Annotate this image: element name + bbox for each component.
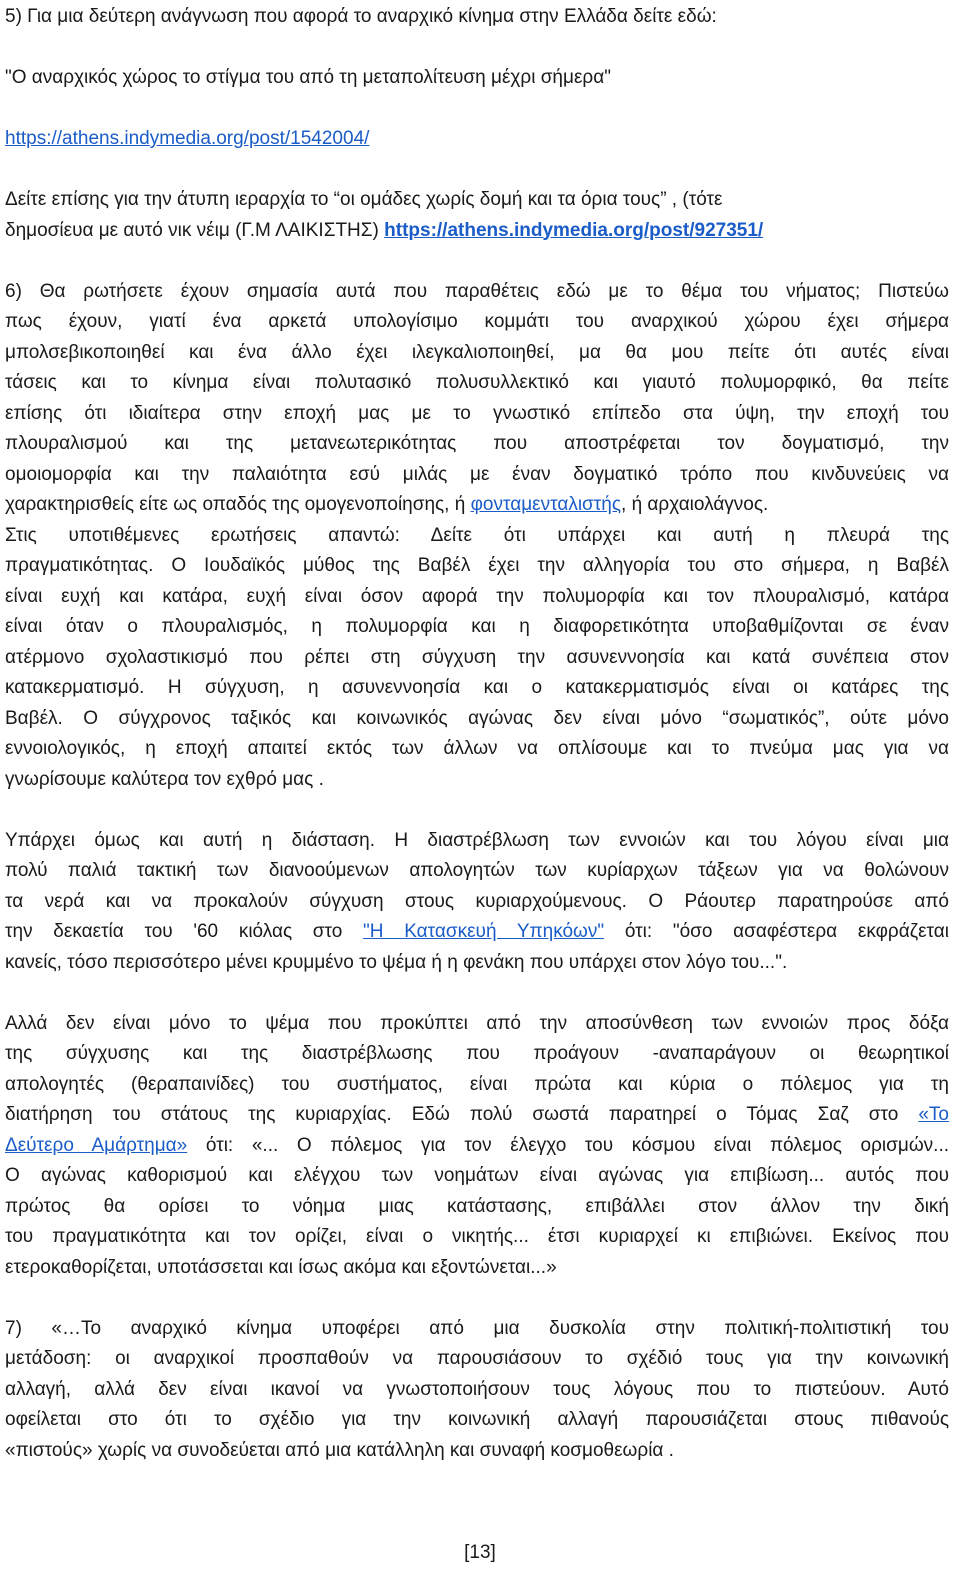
second-sin-link-start[interactable]: «Το: [918, 1104, 949, 1125]
paragraph-text: ότι: «... Ο πόλεμος για τον έλεγχο του κόσμου είναι πόλεμος ορισμών...: [187, 1134, 949, 1156]
paragraph-line: πως έχουν, γιατί ένα αρκετά υπολογίσιμο κομμάτι του αναρχικού χώρου έχει σήμερα: [5, 311, 949, 332]
paragraph-line: της σύγχυσης και της διαστρέβλωσης που προάγουν -αναπαράγουν οι θεωρητικοί: [5, 1043, 949, 1064]
paragraph-line: είναι ευχή και κατάρα, ευχή είναι όσον αφορά την πολυμορφία και τον πλουραλισμό, κατάρα: [5, 585, 949, 607]
paragraph-line: κατακερματισμό. Η σύγχυση, η ασυνεννοησία και ο κατακερματισμός είναι οι κατάρες της: [5, 677, 949, 698]
paragraph-line-with-link: [5, 917, 949, 948]
paragraph-text: την δεκαετία του '60 κιόλας στο: [5, 921, 364, 942]
paragraph-line: πολύ παλιά τακτική των διανοούμενων απολογητών των κυρίαρχων τάξεων για να θολώνουν: [5, 860, 949, 881]
paragraph-line: απολογητές (θεραπαινίδες) του συστήματος, είναι πρώτα και κύρια ο πόλεμος για τη: [5, 1073, 949, 1095]
paragraph-line: του πραγματικότητα και τον ορίζει, είναι ο νικητής... έτσι κυριαρχεί κι επιβιώνει. Εκείνος που: [5, 1226, 949, 1247]
paragraph-line: γνωρίσουμε καλύτερα τον εχθρό μας .: [5, 768, 324, 790]
paragraph-line-with-link: [5, 1131, 949, 1162]
paragraph-line: οφείλεται στο ότι το σχέδιο για την κοινωνική αλλαγή παρουσιάζεται στους πιθανούς: [5, 1409, 949, 1430]
paragraph-text: ότι: "όσο ασαφέστερα εκφράζεται: [604, 921, 949, 942]
second-sin-link-end[interactable]: Δεύτερο Αμάρτημα»: [5, 1134, 188, 1156]
fundamentalist-link[interactable]: φονταμενταλιστής: [470, 494, 622, 515]
paragraph-line: 7) «…Το αναρχικό κίνημα υποφέρει από μια δυσκολία στην πολιτική-πολιτιστική του: [5, 1317, 949, 1339]
paragraph-line: μετάδοση: οι αναρχικοί προσπαθούν να παρουσιάσουν το σχέδιό τους για την κοινωνική: [5, 1348, 949, 1369]
paragraph-line: ομοιομορφία και την παλαιότητα εσύ μιλάς με έναν δογματικό τρόπο που κινδυνεύεις να: [5, 463, 949, 485]
paragraph-line: επίσης ότι ιδιαίτερα στην εποχή μας με το γνωστικό επίπεδο στα ύψη, την εποχή του: [5, 402, 949, 424]
paragraph-line: «πιστούς» χωρίς να συνοδεύεται από μια κατάλληλη και συναφή κοσμοθεωρία .: [5, 1439, 674, 1461]
paragraph-line: Υπάρχει όμως και αυτή η διάσταση. Η διαστρέβλωση των εννοιών και του λόγου είναι μια: [5, 829, 949, 851]
paragraph-line: κανείς, τόσο περισσότερο μένει κρυμμένο το ψέμα ή η φενάκη που υπάρχει στον λόγο του...".: [5, 951, 788, 973]
paragraph-gap: [5, 978, 949, 1009]
section-5-line-5: [5, 216, 949, 247]
page-number: [13]: [464, 1542, 496, 1563]
subjects-construction-link[interactable]: "Η Κατασκευή Υπηκόων": [363, 921, 605, 942]
section-7: [5, 1314, 949, 1467]
section-5-link-line: [5, 124, 949, 155]
indymedia-link-927351[interactable]: https://athens.indymedia.org/post/927351/: [384, 219, 764, 241]
indymedia-link-1542004[interactable]: https://athens.indymedia.org/post/1542004/: [5, 128, 370, 149]
paragraph-text: διατήρηση του στάτους της κυριαρχίας. Εδώ πολύ σωστά παρατηρεί ο Τόμας Σαζ στο: [5, 1104, 919, 1125]
section-6: [5, 277, 949, 1284]
paragraph-line: πραγματικότητας. Ο Ιουδαϊκός μύθος της Βαβέλ έχει την αλληγορία του στο σήμερα, η Βαβέλ: [5, 555, 949, 576]
paragraph-line: πρώτος θα ορίσει το νόημα μιας κατάστασης, επιβάλλει στον άλλον την δική: [5, 1195, 949, 1217]
paragraph-line: τάσεις και το κίνημα είναι πολυτασικό πολυσυλλεκτικό και γιαυτό πολυμορφικό, θα πείτε: [5, 372, 949, 393]
paragraph-line-with-link: [5, 490, 949, 521]
paragraph-line: πλουραλισμού και της μετανεωτερικότητας που αποστρέφεται τον δογματισμό, την: [5, 433, 949, 454]
paragraph-line: εννοιολογικός, η εποχή απαιτεί εκτός των άλλων να οπλίσουμε και το πνεύμα μας για να: [5, 738, 949, 759]
paragraph-line: αλλαγή, αλλά δεν είναι ικανοί να γνωστοποιήσουν τους λόγους που το πιστεύουν. Αυτό: [5, 1378, 949, 1400]
paragraph-line: τα νερά και να προκαλούν σύγχυση στους κυριαρχούμενους. Ο Ράουτερ παρατηρούσε από: [5, 890, 949, 912]
document-page: [5, 0, 949, 1466]
paragraph-line: Βαβέλ. Ο σύγχρονος ταξικός και κοινωνικός αγώνας δεν είναι μόνο “σωματικός”, ούτε μόνο: [5, 707, 949, 729]
paragraph-line: Αλλά δεν είναι μόνο το ψέμα που προκύπτει από την αποσύνθεση των εννοιών προς δόξα: [5, 1012, 949, 1034]
paragraph-text: χαρακτηρισθείς είτε ως οπαδός της ομογενοποίησης, ή: [5, 494, 471, 515]
paragraph-text: , ή αρχαιολάγνος.: [621, 494, 769, 515]
section-5-line-2: "Ο αναρχικός χώρος το στίγμα του από τη μεταπολίτευση μέχρι σήμερα": [5, 67, 611, 88]
paragraph-gap: [5, 795, 949, 826]
paragraph-line: ετεροκαθορίζεται, υποτάσσεται και ίσως ακόμα και εξοντώνεται...»: [5, 1256, 557, 1278]
paragraph-line: Στις υποτιθέμενες ερωτήσεις απαντώ: Δείτε ότι υπάρχει και αυτή η πλευρά της: [5, 524, 949, 546]
paragraph-line: είναι όταν ο πλουραλισμός, η πολυμορφία και η διαφορετικότητα υποβαθμίζονται σε έναν: [5, 616, 949, 637]
paragraph-line: μπολσεβικοποιηθεί και ένα άλλο έχει ιλεγκαλιοποιηθεί, μα θα μου πείτε ότι αυτές είναι: [5, 341, 949, 363]
section-5-line-1: 5) Για μια δεύτερη ανάγνωση που αφορά το αναρχικό κίνημα στην Ελλάδα δείτε εδώ:: [5, 6, 717, 27]
section-5-line-4: Δείτε επίσης για την άτυπη ιεραρχία το “οι ομάδες χωρίς δομή και τα όρια τους” , (τότε: [5, 189, 723, 210]
paragraph-line-with-link: [5, 1100, 949, 1131]
paragraph-line: ατέρμονο σχολαστικισμό που ρέπει στη σύγχυση την ασυνεννοησία και κατά συνέπεια στον: [5, 646, 949, 668]
paragraph-line: Ο αγώνας καθορισμού και ελέγχου των νοημάτων είναι αγώνας για επιβίωση... αυτός που: [5, 1165, 949, 1186]
paragraph-line: 6) Θα ρωτήσετε έχουν σημασία αυτά που παραθέτεις εδώ με το θέμα του νήματος; Πιστεύω: [5, 280, 949, 302]
section-5: [5, 0, 949, 246]
section-5-line-5-text: δημοσίευα με αυτό νικ νέιμ (Γ.Μ ΛΑΙΚΙΣΤΗΣ): [5, 219, 385, 241]
